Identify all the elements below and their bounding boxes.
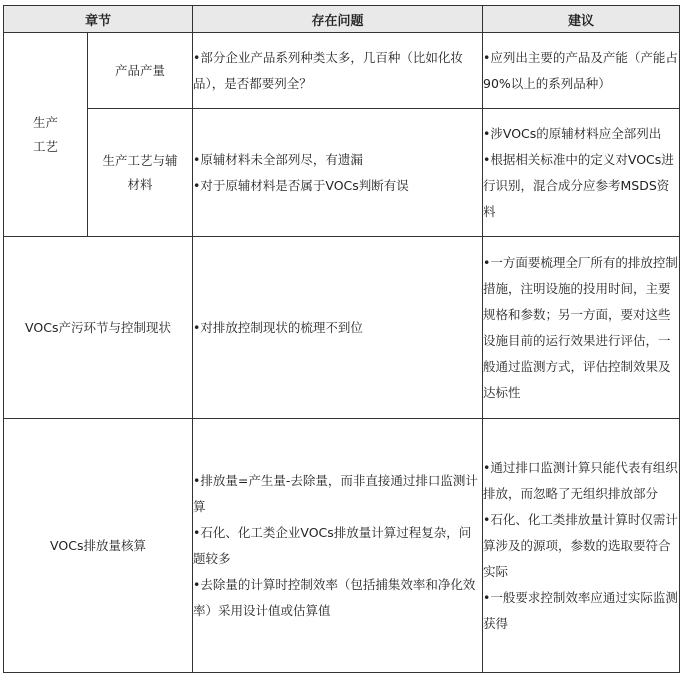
suggestion-item: •应列出主要的产品及产能（产能占90%以上的系列品种） (483, 49, 678, 91)
subsection-cell (88, 109, 193, 237)
problem-item: •原辅材料未全部列尽，有遗漏 (193, 151, 363, 167)
section-label: 生产 工艺 (32, 114, 58, 154)
section-label: VOCs产污环节与控制现状 (25, 319, 171, 335)
suggestion-item: •通过排口监测计算只能代表有组织排放，而忽略了无组织排放部分 (483, 459, 678, 501)
suggestion-item: •一方面要梳理全厂所有的排放控制措施，注明设施的投用时间，主要规格和参数；另一方面，要对这些设施目前的运行效果进行评估，一般通过监测方式，评估控制效果及达标性 (483, 254, 678, 400)
problems-cell (193, 419, 483, 673)
header-suggestions: 建议 (483, 6, 680, 33)
subsection-label: 产品产量 (115, 62, 166, 78)
voc-review-table (3, 5, 680, 673)
suggestion-item: •根据相关标准中的定义对VOCs进行识别，混合成分应参考MSDS资料 (483, 151, 674, 219)
problem-item: •去除量的计算时控制效率（包括捕集效率和净化效率）采用设计值或估算值 (193, 576, 476, 618)
problem-item: •排放量=产生量-去除量，而非直接通过排口监测计算 (193, 472, 478, 514)
suggestions-cell (483, 419, 680, 673)
problem-item: •石化、化工类企业VOCs排放量计算过程复杂，问题较多 (193, 524, 472, 566)
header-row (4, 6, 680, 33)
table-row (4, 33, 680, 109)
suggestions-cell (483, 109, 680, 237)
table-row (4, 419, 680, 673)
problems-cell (193, 109, 483, 237)
header-chapter: 章节 (4, 6, 193, 33)
table-row (4, 237, 680, 419)
subsection-cell (88, 33, 193, 109)
problem-item: •对排放控制现状的梳理不到位 (193, 319, 363, 335)
suggestions-cell (483, 237, 680, 419)
problems-cell (193, 237, 483, 419)
suggestion-item: •涉VOCs的原辅材料应全部列出 (483, 125, 662, 141)
section-cell (4, 419, 193, 673)
problem-item: •部分企业产品系列种类太多，几百种（比如化妆品），是否都要列全？ (193, 49, 463, 91)
suggestion-item: •一般要求控制效率应通过实际监测获得 (483, 589, 678, 631)
suggestions-cell (483, 33, 680, 109)
subsection-label: 生产工艺与辅 材料 (102, 152, 178, 192)
section-cell (4, 237, 193, 419)
header-problems: 存在问题 (193, 6, 483, 33)
problems-cell (193, 33, 483, 109)
section-label: VOCs排放量核算 (50, 537, 146, 553)
table-row (4, 109, 680, 237)
section-cell (4, 33, 88, 237)
problem-item: •对于原辅材料是否属于VOCs判断有误 (193, 177, 409, 193)
suggestion-item: •石化、化工类排放量计算时仅需计算涉及的源项，参数的选取要符合实际 (483, 511, 678, 579)
